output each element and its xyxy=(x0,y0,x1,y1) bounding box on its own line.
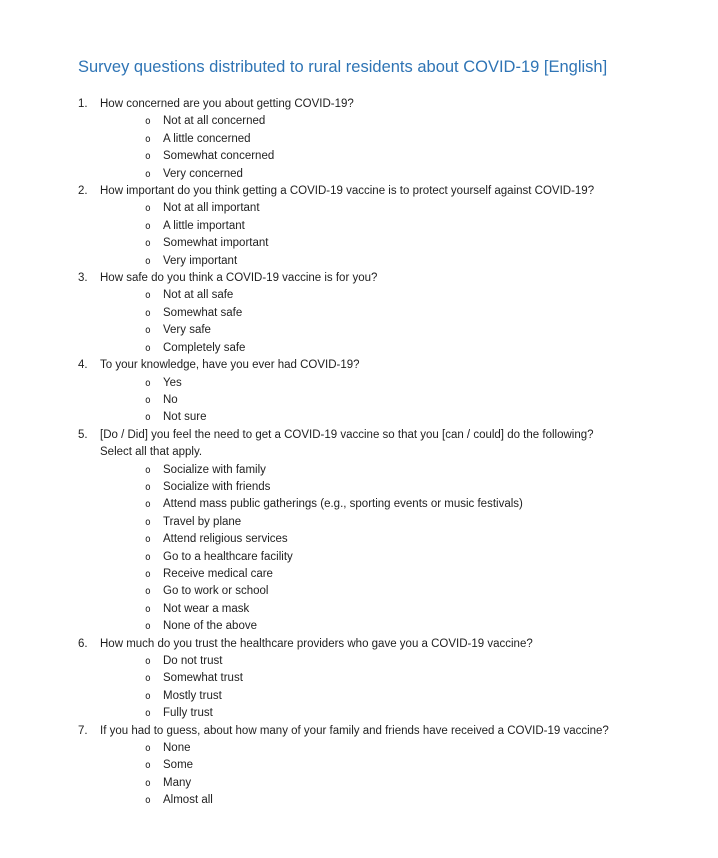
option-label: Do not trust xyxy=(163,655,223,667)
option-bullet-icon: o xyxy=(145,116,151,128)
option-item xyxy=(145,757,710,774)
question-text: To your knowledge, have you ever had COVID-19? xyxy=(100,359,360,372)
option-label: None xyxy=(163,742,191,755)
option-item xyxy=(145,670,710,687)
option-item xyxy=(145,113,710,130)
option-label: Almost all xyxy=(163,794,213,807)
option-bullet-icon: o xyxy=(145,603,151,615)
option-bullet-icon: o xyxy=(145,151,151,163)
question-text: How much do you trust the healthcare providers who gave you a COVID-19 vaccine? xyxy=(100,637,533,650)
option-item xyxy=(145,653,710,670)
option-label: Socialize with family xyxy=(163,463,266,476)
option-item xyxy=(145,496,710,513)
question-item-5 xyxy=(78,427,710,636)
option-bullet-icon: o xyxy=(145,377,151,389)
question-text: How important do you think getting a COVID-19 vaccine is to protect yourself against COVID-19? xyxy=(100,185,595,198)
option-item xyxy=(145,514,710,531)
option-label: Mostly trust xyxy=(163,689,222,702)
option-bullet-icon: o xyxy=(145,621,151,633)
question-text: How concerned are you about getting COVID-19? xyxy=(100,98,354,110)
question-item-6 xyxy=(78,636,710,723)
option-bullet-icon: o xyxy=(145,394,151,406)
option-item xyxy=(145,740,710,757)
option-bullet-icon: o xyxy=(145,238,151,250)
question-header xyxy=(78,96,710,113)
option-bullet-icon: o xyxy=(145,325,151,337)
option-item xyxy=(145,549,710,566)
option-bullet-icon: o xyxy=(145,743,151,755)
option-item xyxy=(145,583,710,600)
option-bullet-icon: o xyxy=(145,412,151,424)
option-bullet-icon: o xyxy=(145,290,151,302)
question-text: If you had to guess, about how many of your family and friends have received a COVID-19 vaccine? xyxy=(100,724,609,737)
option-bullet-icon: o xyxy=(145,568,151,580)
question-item-4 xyxy=(78,357,710,427)
option-label: Travel by plane xyxy=(163,515,242,528)
option-bullet-icon: o xyxy=(145,551,151,563)
option-item xyxy=(145,705,710,722)
option-bullet-icon: o xyxy=(145,708,151,720)
option-label: Some xyxy=(163,759,194,772)
option-item xyxy=(145,148,710,165)
option-item xyxy=(145,375,710,392)
option-item xyxy=(145,775,710,792)
option-label: A little concerned xyxy=(163,132,251,145)
option-label: Very important xyxy=(163,254,238,267)
option-item xyxy=(145,618,710,635)
option-label: Somewhat safe xyxy=(163,306,243,319)
option-bullet-icon: o xyxy=(145,795,151,807)
question-number: 6. xyxy=(78,637,88,650)
option-item xyxy=(145,253,710,270)
question-item-2 xyxy=(78,183,710,270)
question-number: 1. xyxy=(78,98,88,110)
question-number: 2. xyxy=(78,185,88,198)
question-subtext: Select all that apply. xyxy=(100,446,203,459)
question-number: 5. xyxy=(78,428,88,441)
option-bullet-icon: o xyxy=(145,133,151,145)
option-item xyxy=(145,531,710,548)
option-label: Socialize with friends xyxy=(163,480,271,493)
option-label: Not sure xyxy=(163,411,207,424)
option-item xyxy=(145,131,710,148)
option-item xyxy=(145,688,710,705)
option-label: Not at all concerned xyxy=(163,115,266,128)
question-header xyxy=(78,723,710,740)
question-header xyxy=(78,427,710,444)
option-bullet-icon: o xyxy=(145,656,151,667)
option-item xyxy=(145,200,710,217)
option-bullet-icon: o xyxy=(145,673,151,685)
option-bullet-icon: o xyxy=(145,499,151,511)
option-item xyxy=(145,409,710,426)
question-item-1 xyxy=(78,96,710,183)
question-header xyxy=(78,357,710,374)
option-label: A little important xyxy=(163,219,245,232)
question-text: How safe do you think a COVID-19 vaccine is for you? xyxy=(100,272,378,285)
question-item-3 xyxy=(78,270,710,357)
question-header xyxy=(78,636,710,653)
option-bullet-icon: o xyxy=(145,777,151,789)
option-label: Go to work or school xyxy=(163,585,269,598)
option-item xyxy=(145,322,710,339)
option-label: Somewhat trust xyxy=(163,672,243,685)
option-item xyxy=(145,392,710,409)
option-bullet-icon: o xyxy=(145,220,151,232)
option-label: Very safe xyxy=(163,324,211,337)
question-number: 7. xyxy=(78,724,88,737)
option-item xyxy=(145,566,710,583)
option-item xyxy=(145,235,710,252)
option-bullet-icon: o xyxy=(145,203,151,215)
option-label: Receive medical care xyxy=(163,567,273,580)
option-label: Attend religious services xyxy=(163,533,288,546)
option-bullet-icon: o xyxy=(145,255,151,267)
option-label: Not at all safe xyxy=(163,289,234,302)
question-number: 4. xyxy=(78,359,88,372)
option-bullet-icon: o xyxy=(145,168,151,180)
option-label: Go to a healthcare facility xyxy=(163,550,293,563)
option-bullet-icon: o xyxy=(145,690,151,702)
option-item xyxy=(145,601,710,618)
option-bullet-icon: o xyxy=(145,481,151,493)
option-label: Many xyxy=(163,776,192,789)
option-label: Very concerned xyxy=(163,167,243,180)
question-text: [Do / Did] you feel the need to get a COVID-19 vaccine so that you [can / could] do the following? xyxy=(100,428,594,441)
option-bullet-icon: o xyxy=(145,534,151,546)
option-bullet-icon: o xyxy=(145,516,151,528)
question-header xyxy=(78,183,710,200)
option-item xyxy=(145,462,710,479)
option-item xyxy=(145,479,710,496)
page-title: Survey questions distributed to rural residents about COVID-19 [English] xyxy=(78,58,608,76)
option-label: Somewhat important xyxy=(163,237,269,250)
option-label: Yes xyxy=(163,376,182,389)
option-label: No xyxy=(163,393,178,406)
option-item xyxy=(145,792,710,809)
question-number: 3. xyxy=(78,272,88,285)
option-label: Not wear a mask xyxy=(163,602,250,615)
option-bullet-icon: o xyxy=(145,586,151,598)
question-header xyxy=(78,270,710,287)
option-label: Not at all important xyxy=(163,202,260,215)
option-item xyxy=(145,305,710,322)
option-item xyxy=(145,287,710,304)
option-label: Completely safe xyxy=(163,341,246,354)
question-item-7 xyxy=(78,723,710,810)
option-bullet-icon: o xyxy=(145,307,151,319)
option-bullet-icon: o xyxy=(145,760,151,772)
option-label: Attend mass public gatherings (e.g., sporting events or music festivals) xyxy=(163,498,523,511)
option-bullet-icon: o xyxy=(145,342,151,354)
option-label: None of the above xyxy=(163,620,257,633)
option-item xyxy=(145,166,710,183)
option-item xyxy=(145,340,710,357)
option-label: Fully trust xyxy=(163,707,213,720)
option-item xyxy=(145,218,710,235)
option-label: Somewhat concerned xyxy=(163,150,275,163)
option-bullet-icon: o xyxy=(145,464,151,476)
